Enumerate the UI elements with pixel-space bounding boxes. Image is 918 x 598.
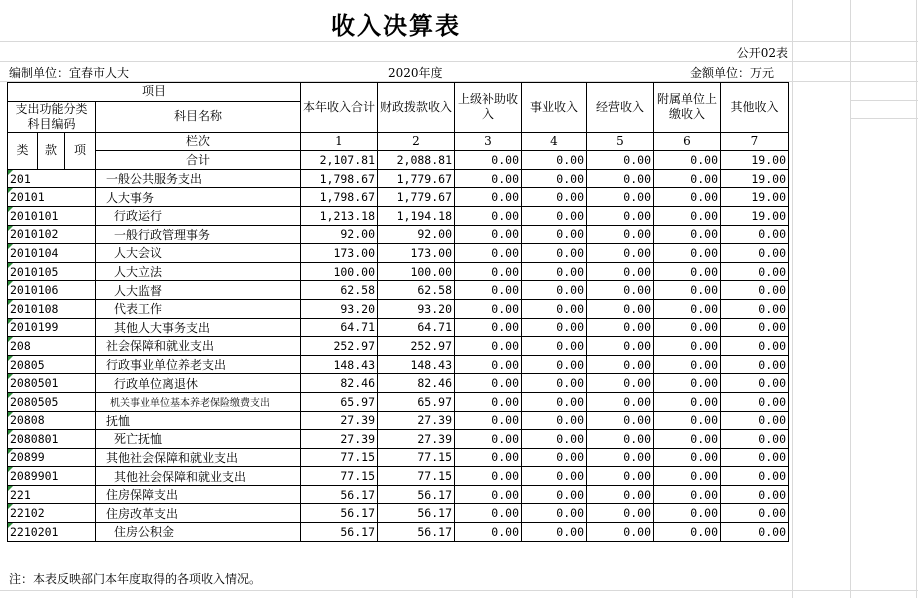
row-value: 0.00	[455, 299, 522, 318]
row-value: 93.20	[378, 299, 455, 318]
row-value: 0.00	[654, 374, 721, 393]
row-value: 1,798.67	[301, 169, 378, 188]
class-code-header: 支出功能分类科目编码	[8, 101, 96, 132]
row-value: 82.46	[301, 374, 378, 393]
income-table	[7, 82, 789, 542]
row-code: 20101	[8, 188, 96, 207]
row-value: 0.00	[455, 244, 522, 263]
table-row	[8, 281, 789, 300]
row-value: 0.00	[522, 485, 587, 504]
row-value: 82.46	[378, 374, 455, 393]
row-value: 0.00	[654, 523, 721, 542]
table-row	[8, 262, 789, 281]
row-subject-name: 人大监督	[96, 281, 301, 300]
row-code: 208	[8, 337, 96, 356]
gridline	[0, 61, 918, 62]
column-seq-header: 栏次	[96, 132, 301, 151]
table-row	[8, 225, 789, 244]
row-value: 0.00	[522, 281, 587, 300]
row-value: 0.00	[522, 244, 587, 263]
row-subject-name: 行政运行	[96, 206, 301, 225]
cell-indicator-icon	[8, 412, 13, 417]
row-value: 0.00	[455, 318, 522, 337]
row-value: 0.00	[587, 337, 654, 356]
row-value: 0.00	[455, 262, 522, 281]
row-value: 0.00	[455, 355, 522, 374]
gridline	[916, 0, 917, 598]
row-value: 0.00	[455, 430, 522, 449]
form-number: 公开02表	[736, 46, 788, 60]
footnote: 注：本表反映部门本年度取得的各项收入情况。	[9, 572, 262, 586]
row-value: 64.71	[378, 318, 455, 337]
row-value: 92.00	[378, 225, 455, 244]
row-value: 0.00	[721, 262, 789, 281]
cell-indicator-icon	[8, 504, 13, 509]
row-value: 0.00	[721, 318, 789, 337]
row-value: 0.00	[522, 392, 587, 411]
row-value: 148.43	[301, 355, 378, 374]
row-value: 0.00	[721, 225, 789, 244]
row-value: 0.00	[587, 392, 654, 411]
col-num: 4	[522, 132, 587, 151]
row-value: 0.00	[455, 225, 522, 244]
cell-indicator-icon	[8, 244, 13, 249]
cell-indicator-icon	[8, 207, 13, 212]
kuan-header: 款	[38, 132, 65, 169]
row-subject-name: 抚恤	[96, 411, 301, 430]
row-value: 56.17	[378, 523, 455, 542]
cell-indicator-icon	[8, 300, 13, 305]
row-value: 0.00	[654, 225, 721, 244]
row-value: 0.00	[587, 430, 654, 449]
col-header-other: 其他收入	[721, 83, 789, 133]
table-body	[8, 169, 789, 541]
cell-indicator-icon	[8, 467, 13, 472]
table-row	[8, 188, 789, 207]
row-value: 0.00	[721, 504, 789, 523]
row-value: 27.39	[301, 411, 378, 430]
row-value: 62.58	[301, 281, 378, 300]
row-code: 2010102	[8, 225, 96, 244]
row-value: 0.00	[587, 411, 654, 430]
row-value: 0.00	[522, 355, 587, 374]
row-code: 2010106	[8, 281, 96, 300]
row-code: 2010199	[8, 318, 96, 337]
row-code: 2080501	[8, 374, 96, 393]
cell-indicator-icon	[8, 449, 13, 454]
row-value: 0.00	[654, 392, 721, 411]
row-value: 0.00	[721, 374, 789, 393]
row-subject-name: 其他人大事务支出	[96, 318, 301, 337]
cell-indicator-icon	[8, 263, 13, 268]
row-value: 0.00	[455, 374, 522, 393]
row-value: 77.15	[378, 467, 455, 486]
row-code: 22102	[8, 504, 96, 523]
xiang-header: 项	[65, 132, 96, 169]
page-title: 收入决算表	[331, 12, 461, 40]
row-value: 0.00	[721, 430, 789, 449]
table-row	[8, 411, 789, 430]
row-code: 2010101	[8, 206, 96, 225]
table-row	[8, 430, 789, 449]
row-value: 0.00	[654, 318, 721, 337]
row-code: 201	[8, 169, 96, 188]
row-value: 77.15	[378, 448, 455, 467]
row-subject-name: 代表工作	[96, 299, 301, 318]
row-value: 252.97	[301, 337, 378, 356]
row-value: 100.00	[301, 262, 378, 281]
row-value: 1,194.18	[378, 206, 455, 225]
row-value: 0.00	[455, 188, 522, 207]
row-value: 0.00	[587, 374, 654, 393]
row-value: 0.00	[721, 448, 789, 467]
row-value: 27.39	[378, 430, 455, 449]
lei-header: 类	[8, 132, 38, 169]
row-subject-name: 人大事务	[96, 188, 301, 207]
row-value: 64.71	[301, 318, 378, 337]
row-value: 0.00	[522, 318, 587, 337]
amount-unit: 金额单位：万元	[690, 66, 775, 80]
row-subject-name: 机关事业单位基本养老保险缴费支出	[96, 392, 301, 411]
row-value: 56.17	[301, 485, 378, 504]
cell-indicator-icon	[8, 393, 13, 398]
table-row	[8, 392, 789, 411]
row-value: 0.00	[455, 281, 522, 300]
total-value: 0.00	[455, 151, 522, 170]
row-code: 2210201	[8, 523, 96, 542]
subject-name-header: 科目名称	[96, 101, 301, 132]
row-value: 19.00	[721, 169, 789, 188]
row-value: 0.00	[522, 430, 587, 449]
row-value: 0.00	[587, 355, 654, 374]
row-value: 0.00	[455, 411, 522, 430]
row-value: 0.00	[654, 337, 721, 356]
gridline	[792, 0, 793, 598]
row-value: 0.00	[587, 523, 654, 542]
row-value: 173.00	[378, 244, 455, 263]
row-value: 0.00	[654, 411, 721, 430]
table-row	[8, 355, 789, 374]
row-value: 0.00	[455, 448, 522, 467]
row-value: 0.00	[654, 262, 721, 281]
row-value: 173.00	[301, 244, 378, 263]
row-value: 0.00	[654, 281, 721, 300]
row-value: 0.00	[721, 467, 789, 486]
row-value: 77.15	[301, 467, 378, 486]
table-row	[8, 318, 789, 337]
row-value: 0.00	[587, 281, 654, 300]
row-value: 0.00	[721, 337, 789, 356]
row-code: 2010108	[8, 299, 96, 318]
cell-indicator-icon	[8, 430, 13, 435]
row-value: 56.17	[378, 504, 455, 523]
cell-indicator-icon	[8, 486, 13, 491]
row-code: 221	[8, 485, 96, 504]
col-num: 3	[455, 132, 522, 151]
row-value: 1,779.67	[378, 188, 455, 207]
row-value: 65.97	[378, 392, 455, 411]
total-row	[8, 151, 789, 170]
row-value: 0.00	[654, 430, 721, 449]
row-value: 0.00	[587, 448, 654, 467]
row-value: 0.00	[721, 485, 789, 504]
row-value: 0.00	[721, 244, 789, 263]
table-row	[8, 467, 789, 486]
row-value: 0.00	[455, 523, 522, 542]
row-value: 0.00	[455, 169, 522, 188]
table-row	[8, 523, 789, 542]
col-header-fiscal: 财政拨款收入	[378, 83, 455, 133]
table-row	[8, 448, 789, 467]
row-value: 1,213.18	[301, 206, 378, 225]
total-value: 2,088.81	[378, 151, 455, 170]
row-value: 0.00	[455, 504, 522, 523]
col-header-total: 本年收入合计	[301, 83, 378, 133]
row-code: 20805	[8, 355, 96, 374]
row-value: 0.00	[455, 206, 522, 225]
table-row	[8, 504, 789, 523]
row-subject-name: 死亡抚恤	[96, 430, 301, 449]
row-value: 0.00	[587, 244, 654, 263]
cell-indicator-icon	[8, 170, 13, 175]
table-row	[8, 206, 789, 225]
cell-indicator-icon	[8, 337, 13, 342]
row-value: 148.43	[378, 355, 455, 374]
row-value: 0.00	[721, 523, 789, 542]
total-value: 2,107.81	[301, 151, 378, 170]
row-value: 0.00	[721, 392, 789, 411]
row-value: 0.00	[522, 411, 587, 430]
row-value: 0.00	[522, 504, 587, 523]
row-code: 2080801	[8, 430, 96, 449]
cell-indicator-icon	[8, 356, 13, 361]
col-header-operating: 经营收入	[587, 83, 654, 133]
row-value: 0.00	[587, 504, 654, 523]
row-value: 0.00	[654, 485, 721, 504]
row-value: 0.00	[654, 244, 721, 263]
row-subject-name: 住房保障支出	[96, 485, 301, 504]
row-value: 0.00	[587, 318, 654, 337]
row-value: 62.58	[378, 281, 455, 300]
row-value: 19.00	[721, 206, 789, 225]
row-value: 0.00	[654, 355, 721, 374]
row-value: 0.00	[587, 169, 654, 188]
gridline	[0, 41, 918, 42]
row-subject-name: 住房改革支出	[96, 504, 301, 523]
gridline	[0, 590, 918, 591]
total-value: 0.00	[587, 151, 654, 170]
row-subject-name: 住房公积金	[96, 523, 301, 542]
row-value: 0.00	[587, 485, 654, 504]
row-value: 100.00	[378, 262, 455, 281]
row-subject-name: 其他社会保障和就业支出	[96, 448, 301, 467]
row-value: 0.00	[721, 281, 789, 300]
cell-indicator-icon	[8, 523, 13, 528]
total-value: 0.00	[654, 151, 721, 170]
row-value: 19.00	[721, 188, 789, 207]
table-row	[8, 485, 789, 504]
cell-indicator-icon	[8, 281, 13, 286]
row-value: 77.15	[301, 448, 378, 467]
item-header: 项目	[8, 83, 301, 102]
col-header-superior-subsidy: 上级补助收入	[455, 83, 522, 133]
row-value: 0.00	[721, 299, 789, 318]
row-value: 93.20	[301, 299, 378, 318]
row-value: 0.00	[654, 299, 721, 318]
row-value: 0.00	[522, 374, 587, 393]
row-value: 65.97	[301, 392, 378, 411]
col-num: 6	[654, 132, 721, 151]
total-value: 19.00	[721, 151, 789, 170]
row-value: 0.00	[522, 337, 587, 356]
row-value: 0.00	[654, 448, 721, 467]
row-code: 2010105	[8, 262, 96, 281]
row-value: 0.00	[522, 206, 587, 225]
row-subject-name: 人大立法	[96, 262, 301, 281]
row-value: 0.00	[522, 188, 587, 207]
row-code: 2080505	[8, 392, 96, 411]
row-value: 0.00	[455, 337, 522, 356]
col-num: 5	[587, 132, 654, 151]
row-value: 0.00	[654, 206, 721, 225]
table-row	[8, 244, 789, 263]
row-value: 0.00	[654, 467, 721, 486]
cell-indicator-icon	[8, 374, 13, 379]
col-num: 2	[378, 132, 455, 151]
row-value: 0.00	[721, 355, 789, 374]
col-num: 7	[721, 132, 789, 151]
row-value: 1,779.67	[378, 169, 455, 188]
table-row	[8, 337, 789, 356]
row-subject-name: 一般公共服务支出	[96, 169, 301, 188]
col-header-affiliated: 附属单位上缴收入	[654, 83, 721, 133]
total-label: 合计	[96, 151, 301, 170]
row-value: 56.17	[378, 485, 455, 504]
row-value: 56.17	[301, 504, 378, 523]
table-row	[8, 299, 789, 318]
row-value: 0.00	[654, 504, 721, 523]
row-subject-name: 人大会议	[96, 244, 301, 263]
cell-indicator-icon	[8, 319, 13, 324]
row-value: 0.00	[522, 169, 587, 188]
cell-indicator-icon	[8, 188, 13, 193]
row-subject-name: 行政事业单位养老支出	[96, 355, 301, 374]
col-num: 1	[301, 132, 378, 151]
row-value: 0.00	[455, 467, 522, 486]
row-value: 92.00	[301, 225, 378, 244]
row-value: 0.00	[587, 467, 654, 486]
row-code: 2010104	[8, 244, 96, 263]
row-value: 0.00	[522, 523, 587, 542]
fiscal-year: 2020年度	[388, 66, 443, 80]
row-code: 20899	[8, 448, 96, 467]
total-value: 0.00	[522, 151, 587, 170]
gridline	[850, 100, 918, 101]
table-row	[8, 169, 789, 188]
table-row	[8, 374, 789, 393]
col-header-business: 事业收入	[522, 83, 587, 133]
row-value: 252.97	[378, 337, 455, 356]
row-subject-name: 其他社会保障和就业支出	[96, 467, 301, 486]
row-code: 2089901	[8, 467, 96, 486]
cell-indicator-icon	[8, 226, 13, 231]
row-value: 0.00	[522, 262, 587, 281]
row-value: 0.00	[654, 169, 721, 188]
row-value: 1,798.67	[301, 188, 378, 207]
row-subject-name: 社会保障和就业支出	[96, 337, 301, 356]
row-value: 0.00	[587, 299, 654, 318]
compiling-unit: 编制单位：宜春市人大	[9, 66, 130, 80]
row-value: 27.39	[301, 430, 378, 449]
row-value: 0.00	[522, 467, 587, 486]
row-value: 0.00	[587, 188, 654, 207]
row-value: 0.00	[654, 188, 721, 207]
row-value: 27.39	[378, 411, 455, 430]
row-value: 0.00	[522, 448, 587, 467]
row-subject-name: 行政单位离退休	[96, 374, 301, 393]
row-value: 0.00	[455, 392, 522, 411]
gridline	[850, 118, 918, 119]
row-value: 0.00	[587, 225, 654, 244]
row-value: 0.00	[721, 411, 789, 430]
row-subject-name: 一般行政管理事务	[96, 225, 301, 244]
row-value: 0.00	[455, 485, 522, 504]
row-value: 0.00	[522, 225, 587, 244]
row-value: 0.00	[522, 299, 587, 318]
row-code: 20808	[8, 411, 96, 430]
row-value: 0.00	[587, 262, 654, 281]
row-value: 0.00	[587, 206, 654, 225]
gridline	[850, 0, 851, 598]
row-value: 56.17	[301, 523, 378, 542]
